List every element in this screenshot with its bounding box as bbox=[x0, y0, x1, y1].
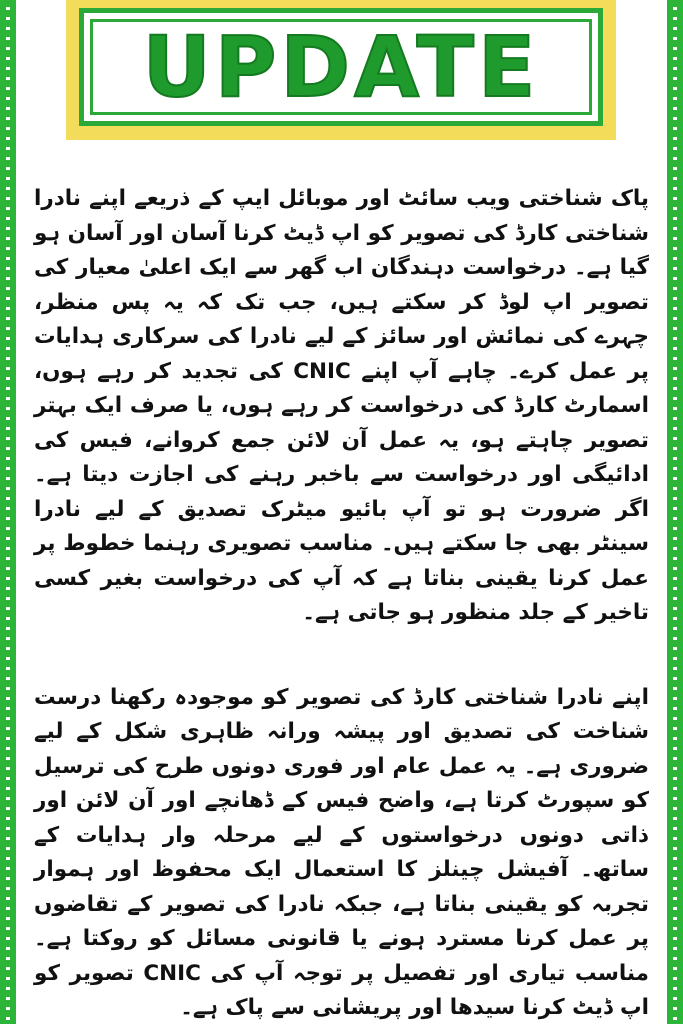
right-border-decoration bbox=[667, 0, 683, 1024]
left-border-decoration bbox=[0, 0, 16, 1024]
article-paragraph-1: پاک شناختی ویب سائٹ اور موبائل ایپ کے ذریعے اپنے نادرا شناختی کارڈ کی تصویر کو اپ ڈیٹ کرنا آسان اور آسان ہو گیا ہے۔ درخواست دہندگان اب گھر سے ایک اعلیٰ معیار کی تصویر اپ لوڈ کر سکتے ہیں، جب تک کہ یہ پس منظر، چہرے کی نمائش اور سائز کے لیے نادرا کی سرکاری ہدایات پر عمل کرے۔ چاہے آپ اپنے CNIC کی تجدید کر رہے ہوں، اسمارٹ کارڈ کی درخواست کر رہے ہوں، یا صرف ایک بہتر تصویر چاہتے ہو، یہ عمل آن لائن جمع کروانے، فیس کی ادائیگی اور درخواست سے باخبر رہنے کی اجازت دیتا ہے۔ اگر ضرورت ہو تو آپ بائیو میٹرک تصدیق کے لیے نادرا سینٹر بھی جا سکتے ہیں۔ مناسب تصویری رہنما خطوط پر عمل کرنا یقینی بناتا ہے کہ آپ کی درخواست بغیر کسی تاخیر کے جلد منظور ہو جاتی ہے۔ bbox=[34, 186, 649, 625]
article-paragraph-2: اپنے نادرا شناختی کارڈ کی تصویر کو موجودہ رکھنا درست شناخت کی تصدیق اور پیشہ ورانہ ظاہری شکل کے لیے ضروری ہے۔ یہ عمل عام اور فوری دونوں طرح کی ترسیل کو سپورٹ کرتا ہے، واضح فیس کے ڈھانچے اور آن لائن اور ذاتی دونوں درخواستوں کے لیے مرحلہ وار ہدایات کے ساتھ۔ آفیشل چینلز کا استعمال ایک محفوظ اور ہموار تجربہ کو یقینی بناتا ہے، جبکہ نادرا کی تصویر کے تقاضوں پر عمل کرنا مسترد ہونے یا قانونی مسائل کو روکتا ہے۔ مناسب تیاری اور تفصیل پر توجہ آپ کی CNIC تصویر کو اپ ڈیٹ کرنا سیدھا اور پریشانی سے پاک ہے۔ bbox=[34, 684, 649, 1020]
banner-frame bbox=[79, 8, 603, 126]
article-body bbox=[34, 182, 649, 1026]
banner-title: UPDATE bbox=[142, 18, 540, 116]
update-banner bbox=[66, 0, 616, 140]
